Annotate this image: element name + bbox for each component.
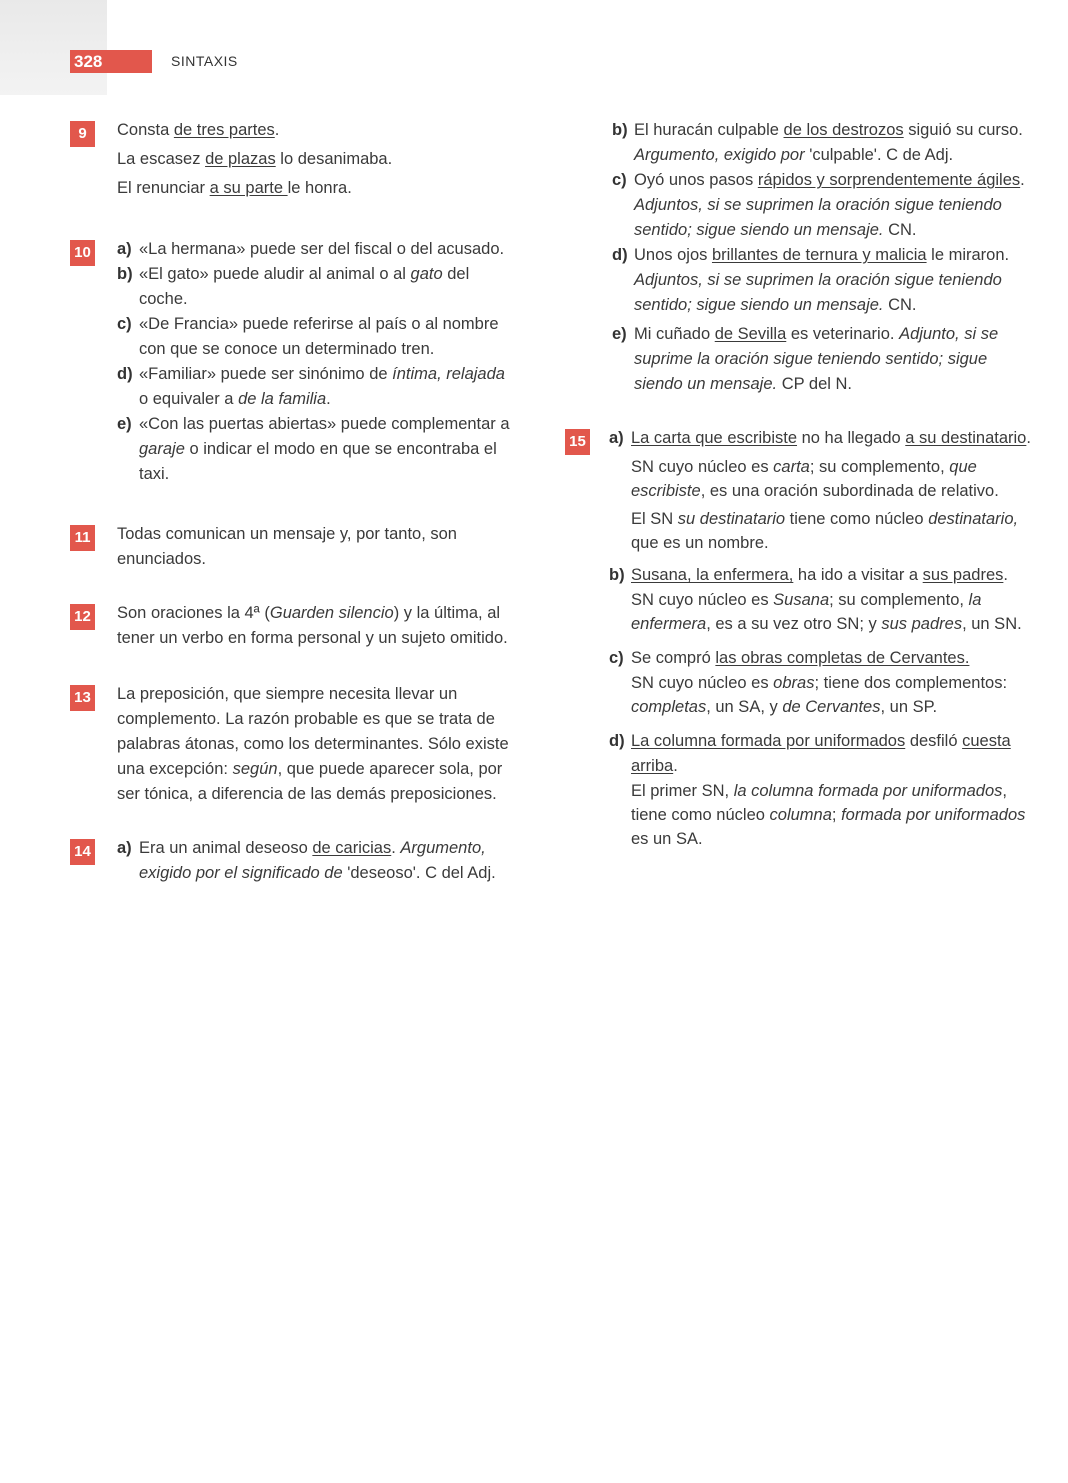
- answer-line: La escasez de plazas lo desanimaba.: [117, 150, 393, 168]
- answer-line: El renunciar a su parte le honra.: [117, 179, 352, 197]
- exercise-13: [70, 682, 515, 807]
- answer-item-d: d) La columna formada por uniformados desfiló cuesta arriba. El primer SN, la columna formada por uniformados, tiene como núcleo columna; formada por uniformados es un SA.: [609, 729, 1035, 851]
- answer-item-d: d) «Familiar» puede ser sinónimo de íntima, relajada o equivaler a de la familia.: [117, 362, 515, 412]
- item-letter: d): [609, 732, 625, 750]
- answer-line: Consta de tres partes.: [117, 121, 280, 139]
- item-letter: a): [117, 839, 132, 857]
- right-column: [565, 118, 1035, 883]
- answer-item-b: b) El huracán culpable de los destrozos siguió su curso. Argumento, exigido por 'culpable'. C de Adj.: [612, 118, 1035, 168]
- answer-item-c: c) Se compró las obras completas de Cervantes. SN cuyo núcleo es obras; tiene dos complementos: completas, un SA, y de Cervantes, un SP.: [609, 646, 1035, 719]
- exercise-14-continued: [565, 118, 1035, 397]
- item-letter: e): [117, 415, 132, 433]
- item-letter: b): [609, 566, 625, 584]
- answer-item-a: a) La carta que escribiste no ha llegado a su destinatario. SN cuyo núcleo es carta; su complemento, que escribiste, es una oración subordinada de relativo. El SN su destinatario tiene como núcleo destinatario, que es un nombre.: [609, 426, 1035, 555]
- section-title: SINTAXIS: [171, 53, 238, 69]
- answer-item-d: d) Unos ojos brillantes de ternura y malicia le miraron. Adjuntos, si se suprimen la oración sigue teniendo sentido; sigue siendo un mensaje. CN.: [612, 243, 1035, 318]
- item-letter: d): [117, 365, 133, 383]
- answer-text: Son oraciones la 4ª (Guarden silencio) y la última, al tener un verbo en forma personal y un sujeto omitido.: [117, 604, 508, 647]
- answer-item-a: a) Era un animal deseoso de caricias. Argumento, exigido por el significado de 'deseoso'. C del Adj.: [117, 836, 515, 886]
- page-number: 328: [70, 50, 152, 73]
- exercise-number-badge: 14: [70, 839, 95, 865]
- answer-item-a: a) «La hermana» puede ser del fiscal o del acusado.: [117, 237, 515, 262]
- exercise-9: [70, 118, 515, 201]
- answer-item-e: e) Mi cuñado de Sevilla es veterinario. Adjunto, si se suprime la oración sigue teniendo sentido; sigue siendo un mensaje. CP del N.: [612, 322, 1035, 397]
- answer-item-c: c) Oyó unos pasos rápidos y sorprendentemente ágiles. Adjuntos, si se suprimen la oración sigue teniendo sentido; sigue siendo un mensaje. CN.: [612, 168, 1035, 243]
- item-letter: c): [612, 171, 627, 189]
- item-letter: c): [117, 315, 132, 333]
- exercise-11: [70, 522, 515, 572]
- answer-item-b: b) «El gato» puede aludir al animal o al gato del coche.: [117, 262, 515, 312]
- answer-text: La preposición, que siempre necesita llevar un complemento. La razón probable es que se trata de palabras átonas, como los determinantes. Sólo existe una excepción: según, que puede aparecer sola, por ser tónica, a diferencia de las demás preposiciones.: [117, 685, 509, 803]
- corner-shade: [0, 0, 107, 95]
- answer-item-b: b) Susana, la enfermera, ha ido a visitar a sus padres. SN cuyo núcleo es Susana; su complemento, la enfermera, es a su vez otro SN; y sus padres, un SN.: [609, 563, 1035, 636]
- item-letter: a): [117, 240, 132, 258]
- item-letter: c): [609, 649, 624, 667]
- answer-text: Todas comunican un mensaje y, por tanto, son enunciados.: [117, 525, 457, 568]
- item-letter: a): [609, 429, 624, 447]
- answer-item-c: c) «De Francia» puede referirse al país o al nombre con que se conoce un determinado tren.: [117, 312, 515, 362]
- exercise-number-badge: 9: [70, 121, 95, 147]
- exercise-number-badge: 13: [70, 685, 95, 711]
- left-column: [70, 118, 515, 918]
- exercise-10: [70, 237, 515, 487]
- item-letter: b): [612, 121, 628, 139]
- exercise-number-badge: 11: [70, 525, 95, 551]
- item-letter: d): [612, 246, 628, 264]
- exercise-number-badge: 10: [70, 240, 95, 266]
- exercise-12: [70, 601, 515, 651]
- exercise-14: [70, 836, 515, 886]
- exercise-15: [565, 426, 1035, 851]
- item-letter: e): [612, 325, 627, 343]
- exercise-number-badge: 15: [565, 429, 590, 455]
- answer-item-e: e) «Con las puertas abiertas» puede complementar a garaje o indicar el modo en que se encontraba el taxi.: [117, 412, 515, 487]
- exercise-number-badge: 12: [70, 604, 95, 630]
- item-letter: b): [117, 265, 133, 283]
